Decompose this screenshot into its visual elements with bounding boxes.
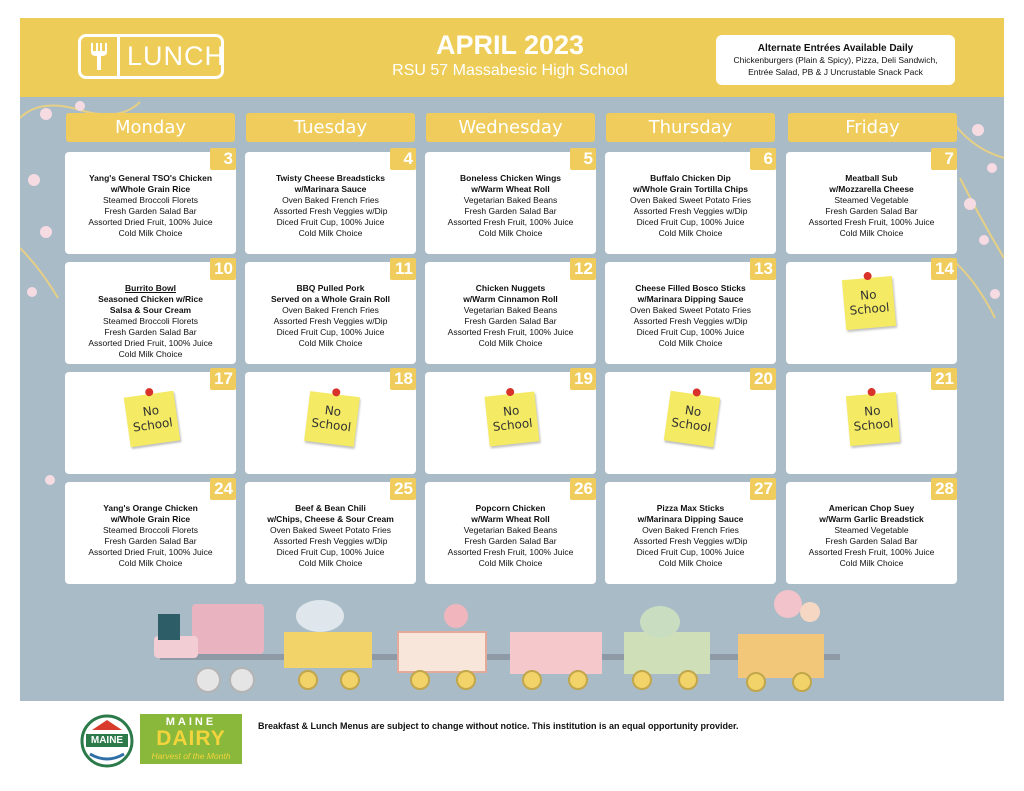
side-line: Cold Milk Choice — [298, 558, 363, 568]
no-school-note — [846, 392, 900, 446]
header-banner — [20, 18, 1004, 97]
side-line: Cold Milk Choice — [298, 228, 363, 238]
side-line: Cold Milk Choice — [118, 228, 183, 238]
entree-line: Buffalo Chicken Dip — [650, 173, 731, 183]
entree-line: American Chop Suey — [828, 503, 915, 513]
side-line: Cold Milk Choice — [478, 338, 543, 348]
entree-line: w/Mozzarella Cheese — [829, 184, 914, 194]
side-line: Steamed Broccoli Florets — [103, 525, 198, 535]
menu-items — [249, 503, 412, 569]
day-cell — [245, 149, 416, 254]
day-number: 21 — [931, 368, 957, 390]
entree-line: w/Whole Grain Rice — [110, 184, 191, 194]
side-line: Fresh Garden Salad Bar — [104, 536, 197, 546]
side-line: Cold Milk Choice — [118, 558, 183, 568]
no-school-text — [486, 401, 539, 434]
entree-line: w/Marinara Dipping Sauce — [637, 514, 744, 524]
side-line: Oven Baked Sweet Potato Fries — [630, 305, 751, 315]
no-school-note — [842, 276, 896, 330]
side-line: Assorted Dried Fruit, 100% Juice — [88, 547, 213, 557]
side-line: Oven Baked French Fries — [282, 305, 379, 315]
side-line: Assorted Dried Fruit, 100% Juice — [88, 217, 213, 227]
footer-disclaimer: Breakfast & Lunch Menus are subject to change without notice. This institution is an equal opportunity provider. — [258, 721, 739, 731]
side-line: Fresh Garden Salad Bar — [464, 206, 557, 216]
side-line: Assorted Fresh Veggies w/Dip — [273, 316, 388, 326]
no-school-word: School — [849, 300, 890, 318]
lunch-logo — [78, 34, 224, 79]
entree-line: Served on a Whole Grain Roll — [270, 294, 391, 304]
side-line: Cold Milk Choice — [839, 558, 904, 568]
side-line: Fresh Garden Salad Bar — [104, 327, 197, 337]
day-header-friday: Friday — [788, 113, 957, 142]
day-number: 17 — [210, 368, 236, 390]
day-number: 3 — [210, 148, 236, 170]
side-line: Oven Baked French Fries — [642, 525, 739, 535]
entree-line: Yang's Orange Chicken — [103, 503, 198, 513]
day-number: 14 — [931, 258, 957, 280]
entree-line: Chicken Nuggets — [475, 283, 546, 293]
maine-harvest-badge — [80, 714, 134, 768]
side-line: Fresh Garden Salad Bar — [825, 206, 918, 216]
alternate-entrees-line: Entrée Salad, PB & J Uncrustable Snack Pack — [748, 67, 923, 77]
day-number: 18 — [390, 368, 416, 390]
no-school-word: School — [853, 416, 894, 434]
no-school-word: No — [863, 403, 882, 419]
side-line: Assorted Fresh Veggies w/Dip — [633, 206, 748, 216]
menu-items — [249, 173, 412, 239]
entree-line: w/Whole Grain Tortilla Chips — [632, 184, 749, 194]
dairy-line-2: DAIRY — [156, 727, 226, 750]
side-line: Cold Milk Choice — [298, 338, 363, 348]
menu-items — [69, 283, 232, 360]
entree-line: w/Marinara Dipping Sauce — [637, 294, 744, 304]
side-line: Diced Fruit Cup, 100% Juice — [636, 327, 745, 337]
side-line: Oven Baked Sweet Potato Fries — [270, 525, 391, 535]
entree-line: Meatball Sub — [845, 173, 898, 183]
side-line: Assorted Fresh Fruit, 100% Juice — [808, 547, 935, 557]
day-cell — [65, 149, 236, 254]
badge-text: MAINE — [90, 735, 124, 746]
side-line: Steamed Vegetable — [834, 525, 909, 535]
side-line: Fresh Garden Salad Bar — [464, 536, 557, 546]
no-school-text — [843, 286, 895, 318]
day-number: 19 — [570, 368, 596, 390]
day-cell — [786, 259, 957, 364]
day-header-wednesday: Wednesday — [426, 113, 595, 142]
day-number: 25 — [390, 478, 416, 500]
dairy-line-1: MAINE — [165, 716, 217, 728]
entree-line: Popcorn Chicken — [475, 503, 546, 513]
logo-text: LUNCH — [127, 41, 226, 71]
side-line: Fresh Garden Salad Bar — [464, 316, 557, 326]
day-cell — [245, 479, 416, 584]
side-line: Assorted Fresh Fruit, 100% Juice — [447, 327, 574, 337]
day-cell — [245, 369, 416, 474]
no-school-text — [665, 401, 718, 436]
no-school-text — [125, 401, 178, 436]
side-line: Assorted Fresh Veggies w/Dip — [633, 316, 748, 326]
day-number: 7 — [931, 148, 957, 170]
side-line: Assorted Dried Fruit, 100% Juice — [88, 338, 213, 348]
day-cell — [425, 369, 596, 474]
side-line: Cold Milk Choice — [658, 558, 723, 568]
menu-items — [609, 173, 772, 239]
no-school-word: No — [324, 403, 342, 420]
day-number: 27 — [750, 478, 776, 500]
entree-line: Yang's General TSO's Chicken — [88, 173, 213, 183]
pushpin-icon — [145, 388, 154, 397]
side-line: Assorted Fresh Fruit, 100% Juice — [447, 217, 574, 227]
school-name: RSU 57 Massabesic High School — [392, 62, 628, 79]
side-line: Diced Fruit Cup, 100% Juice — [276, 217, 385, 227]
day-header-thursday: Thursday — [606, 113, 775, 142]
day-cell — [425, 479, 596, 584]
no-school-note — [485, 392, 540, 447]
pushpin-icon — [506, 388, 515, 397]
alternate-entrees-line: Chickenburgers (Plain & Spicy), Pizza, Deli Sandwich, — [733, 55, 938, 65]
day-cell — [65, 369, 236, 474]
side-line: Assorted Fresh Fruit, 100% Juice — [808, 217, 935, 227]
menu-items — [429, 503, 592, 569]
day-cell — [425, 259, 596, 364]
day-cell — [425, 149, 596, 254]
day-cell — [245, 259, 416, 364]
menu-items — [429, 173, 592, 239]
entree-line: w/Chips, Cheese & Sour Cream — [267, 514, 394, 524]
entree-line: Seasoned Chicken w/Rice — [98, 294, 203, 304]
day-number: 26 — [570, 478, 596, 500]
menu-items — [790, 173, 953, 239]
side-line: Assorted Fresh Veggies w/Dip — [273, 536, 388, 546]
side-line: Assorted Fresh Fruit, 100% Juice — [447, 547, 574, 557]
entree-line: w/Whole Grain Rice — [110, 514, 191, 524]
pushpin-icon — [692, 388, 701, 397]
logo-divider — [117, 37, 120, 76]
side-line: Vegetarian Baked Beans — [463, 195, 558, 205]
day-number: 12 — [570, 258, 596, 280]
menu-items — [69, 503, 232, 569]
day-header-monday: Monday — [66, 113, 235, 142]
dairy-line-3: Harvest of the Month — [151, 751, 231, 761]
day-number: 5 — [570, 148, 596, 170]
entree-line: w/Marinara Sauce — [294, 184, 367, 194]
pushpin-icon — [863, 272, 872, 281]
pushpin-icon — [867, 388, 876, 397]
entree-line: w/Warm Garlic Breadstick — [819, 514, 924, 524]
day-number: 10 — [210, 258, 236, 280]
side-line: Steamed Broccoli Florets — [103, 195, 198, 205]
entree-line: w/Warm Cinnamon Roll — [463, 294, 558, 304]
menu-items — [429, 283, 592, 349]
fork-icon — [89, 43, 109, 70]
side-line: Cold Milk Choice — [658, 338, 723, 348]
day-number: 28 — [931, 478, 957, 500]
entree-line: w/Warm Wheat Roll — [471, 184, 550, 194]
day-number: 24 — [210, 478, 236, 500]
no-school-word: School — [492, 415, 534, 435]
day-cell — [605, 479, 776, 584]
day-cell — [786, 479, 957, 584]
no-school-word: No — [684, 403, 703, 420]
entree-line: BBQ Pulled Pork — [296, 283, 365, 293]
no-school-word: No — [502, 403, 521, 419]
side-line: Fresh Garden Salad Bar — [825, 536, 918, 546]
day-number: 13 — [750, 258, 776, 280]
no-school-note — [304, 391, 360, 447]
entree-line: Cheese Filled Bosco Sticks — [635, 283, 746, 293]
side-line: Diced Fruit Cup, 100% Juice — [636, 547, 745, 557]
day-number: 11 — [390, 258, 416, 280]
side-line: Steamed Vegetable — [834, 195, 909, 205]
entree-line: Pizza Max Sticks — [656, 503, 725, 513]
side-line: Diced Fruit Cup, 100% Juice — [636, 217, 745, 227]
side-line: Cold Milk Choice — [658, 228, 723, 238]
side-line: Vegetarian Baked Beans — [463, 305, 558, 315]
side-line: Cold Milk Choice — [118, 349, 183, 359]
side-line: Diced Fruit Cup, 100% Juice — [276, 547, 385, 557]
day-number: 4 — [390, 148, 416, 170]
page-title: APRIL 2023 — [435, 30, 585, 60]
maine-dairy-logo — [140, 714, 242, 764]
day-cell — [786, 149, 957, 254]
day-cell — [65, 259, 236, 364]
side-line: Assorted Fresh Veggies w/Dip — [633, 536, 748, 546]
day-cell — [605, 259, 776, 364]
side-line: Cold Milk Choice — [839, 228, 904, 238]
entree-line: Twisty Cheese Breadsticks — [276, 173, 385, 183]
day-cell — [65, 479, 236, 584]
entree-line: w/Warm Wheat Roll — [471, 514, 550, 524]
no-school-note — [664, 391, 720, 447]
day-number: 6 — [750, 148, 776, 170]
entree-line: Boneless Chicken Wings — [459, 173, 561, 183]
side-line: Cold Milk Choice — [478, 558, 543, 568]
day-cell — [605, 149, 776, 254]
side-line: Assorted Fresh Veggies w/Dip — [273, 206, 388, 216]
entree-line: Salsa & Sour Cream — [109, 305, 192, 315]
side-line: Diced Fruit Cup, 100% Juice — [276, 327, 385, 337]
alternate-entrees-box — [716, 35, 955, 85]
entree-line: Beef & Bean Chili — [295, 503, 366, 513]
side-line: Cold Milk Choice — [478, 228, 543, 238]
side-line: Steamed Broccoli Florets — [103, 316, 198, 326]
no-school-text — [847, 402, 899, 434]
no-school-word: School — [310, 415, 352, 435]
menu-items — [249, 283, 412, 349]
day-cell — [786, 369, 957, 474]
day-number: 20 — [750, 368, 776, 390]
side-line: Vegetarian Baked Beans — [463, 525, 558, 535]
menu-items — [790, 503, 953, 569]
menu-items — [609, 283, 772, 349]
menu-page — [20, 18, 1004, 701]
no-school-word: School — [132, 415, 174, 435]
side-line: Fresh Garden Salad Bar — [104, 206, 197, 216]
pushpin-icon — [332, 388, 341, 397]
day-header-tuesday: Tuesday — [246, 113, 415, 142]
menu-items — [609, 503, 772, 569]
no-school-word: No — [141, 403, 160, 420]
no-school-word: School — [670, 415, 712, 435]
menu-items — [69, 173, 232, 239]
day-cell — [605, 369, 776, 474]
side-line: Oven Baked Sweet Potato Fries — [630, 195, 751, 205]
alternate-entrees-title: Alternate Entrées Available Daily — [757, 43, 914, 54]
entree-line: Burrito Bowl — [125, 283, 176, 293]
no-school-text — [306, 401, 359, 435]
no-school-note — [124, 391, 180, 447]
no-school-word: No — [859, 287, 878, 303]
train-illustration — [154, 590, 840, 692]
side-line: Oven Baked French Fries — [282, 195, 379, 205]
